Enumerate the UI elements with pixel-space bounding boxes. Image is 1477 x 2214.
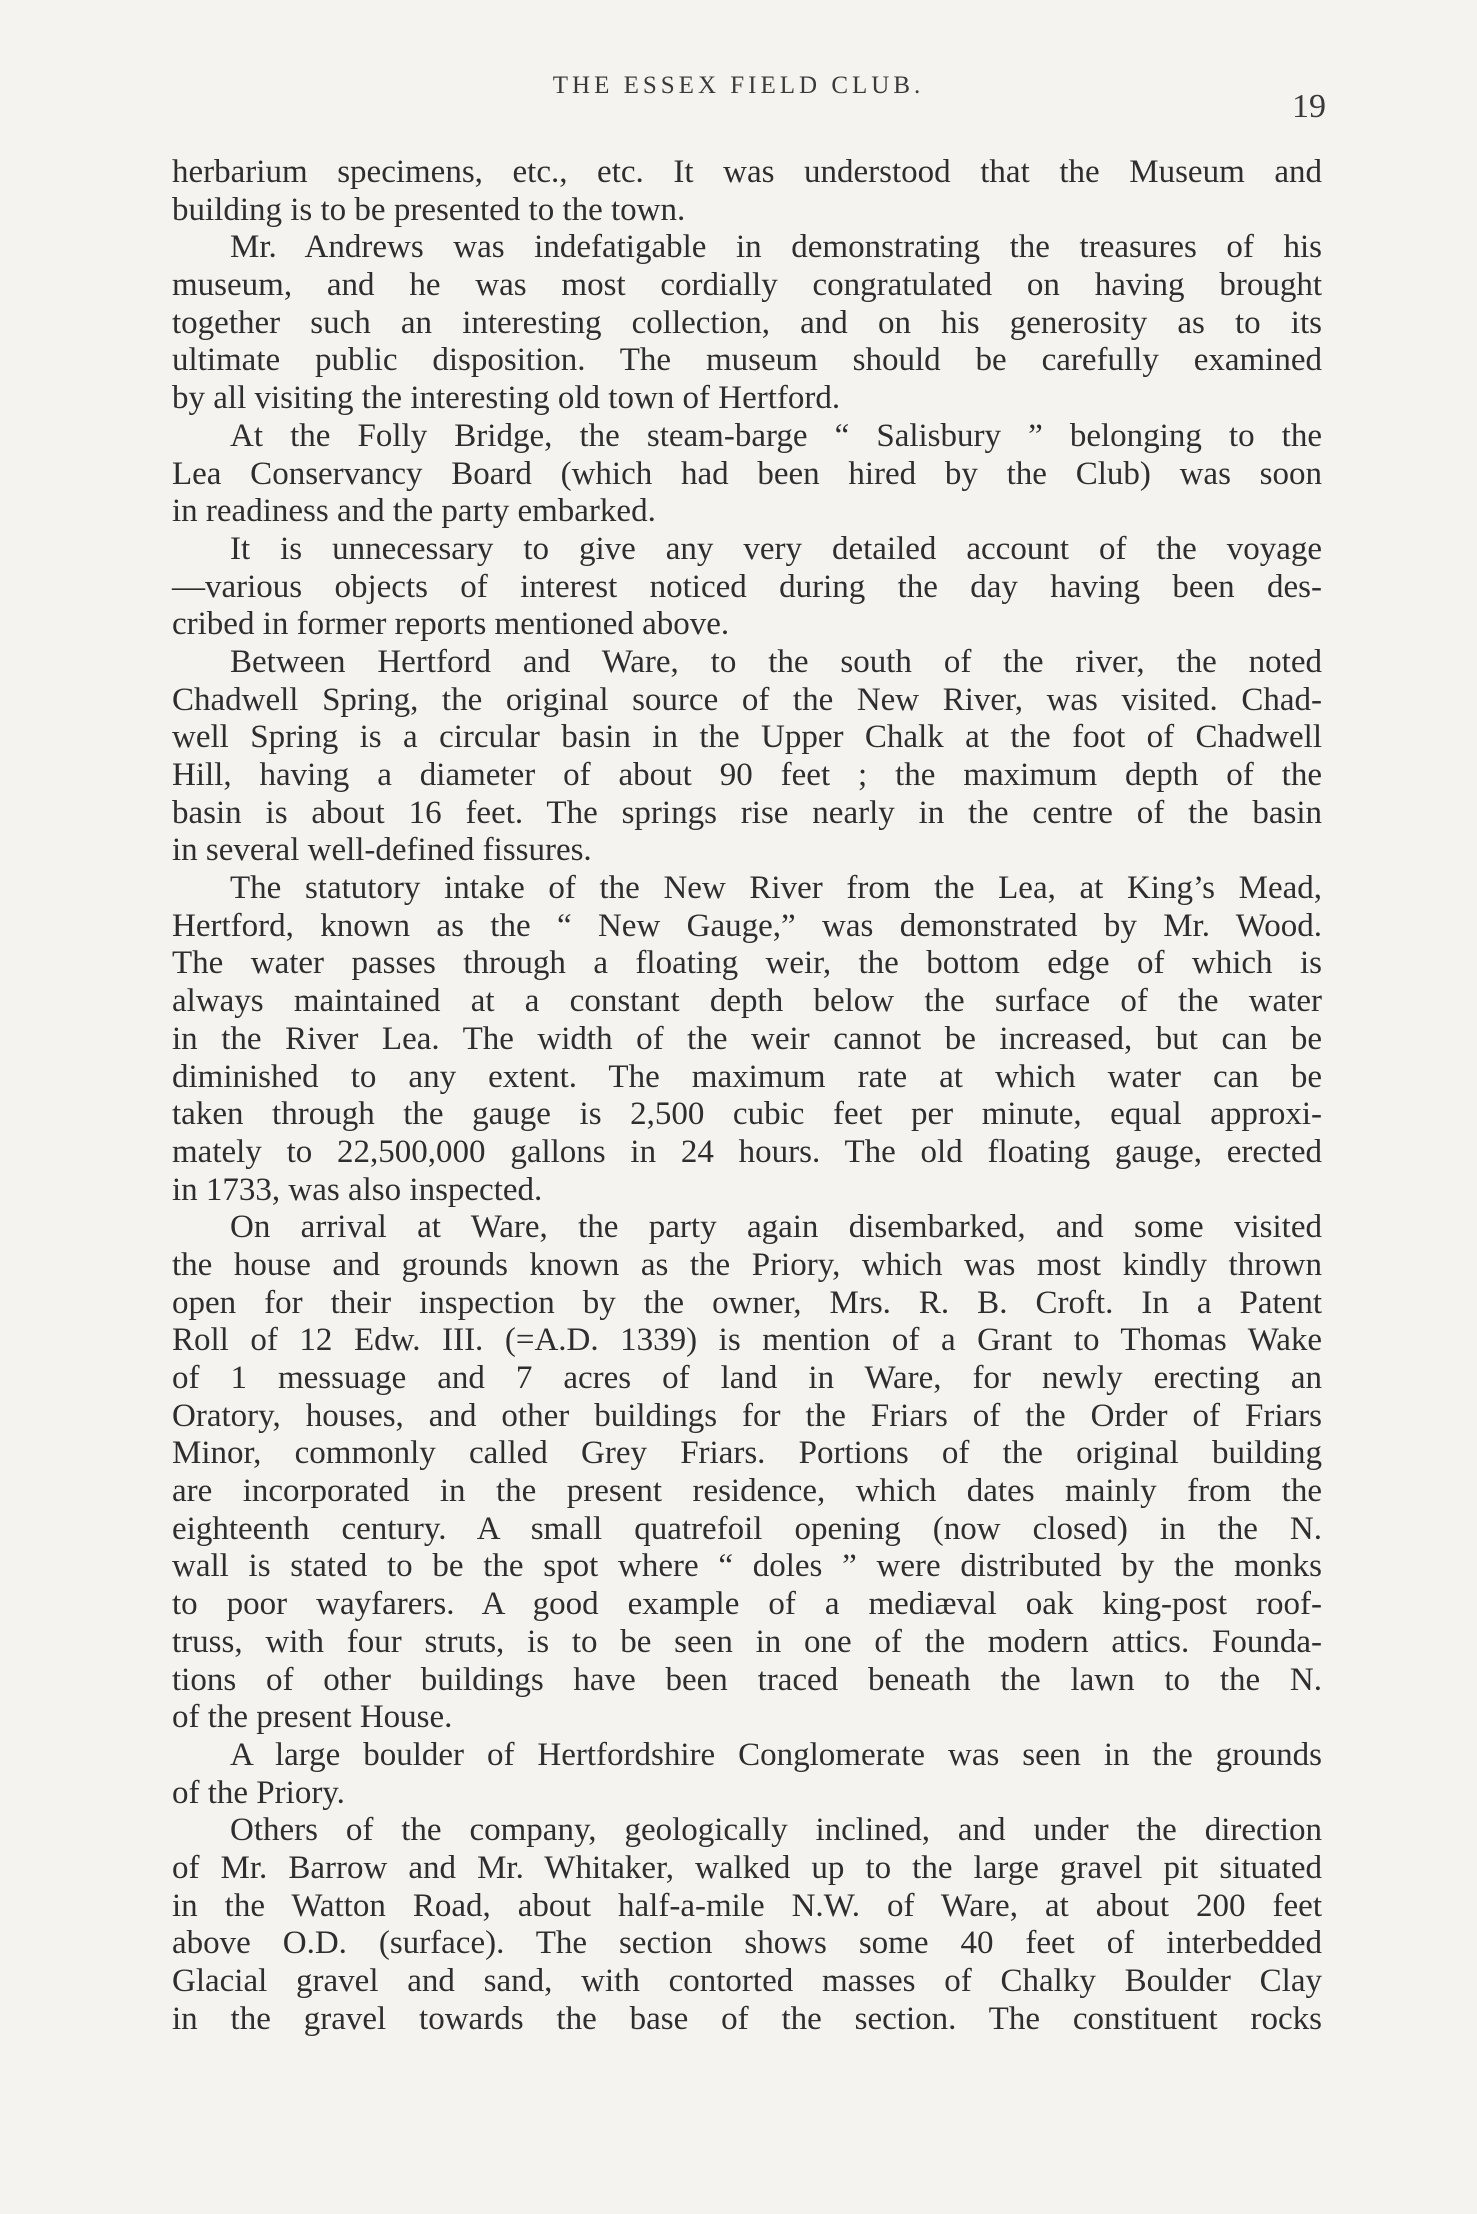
text-line: Roll of 12 Edw. III. (=A.D. 1339) is mention of a Grant to Thomas Wake [172, 1322, 1322, 1359]
text-line: wall is stated to be the spot where “ doles ” were distributed by the monks [172, 1548, 1322, 1585]
text-line: truss, with four struts, is to be seen in one of the modern attics. Founda- [172, 1623, 1322, 1660]
text-line: to poor wayfarers. A good example of a mediæval oak king-post roof- [172, 1586, 1322, 1623]
text-line: basin is about 16 feet. The springs rise nearly in the centre of the basin [172, 794, 1322, 831]
paragraph [172, 154, 1322, 229]
text-line: building is to be presented to the town. [172, 191, 686, 228]
page-number: 19 [1292, 88, 1326, 125]
text-line: together such an interesting collection, and on his generosity as to its [172, 304, 1322, 341]
text-line: by all visiting the interesting old town of Hertford. [172, 380, 841, 417]
text-line: Chadwell Spring, the original source of the New River, was visited. Chad- [172, 681, 1322, 718]
text-line: in 1733, was also inspected. [172, 1171, 543, 1208]
text-line: of Mr. Barrow and Mr. Whitaker, walked up to the large gravel pit situated [172, 1849, 1322, 1886]
text-line: the house and grounds known as the Priory, which was most kindly thrown [172, 1246, 1322, 1283]
text-line: Hill, having a diameter of about 90 feet ; the maximum depth of the [172, 757, 1322, 793]
text-line: open for their inspection by the owner, Mrs. R. B. Croft. In a Patent [172, 1284, 1322, 1321]
text-line: —various objects of interest noticed during the day having been des- [172, 568, 1322, 605]
text-line: in readiness and the party embarked. [172, 493, 656, 530]
text-line: Minor, commonly called Grey Friars. Portions of the original building [172, 1435, 1322, 1472]
paragraph [172, 229, 1322, 417]
text-line: Glacial gravel and sand, with contorted masses of Chalky Boulder Clay [172, 1963, 1322, 1999]
text-line: The statutory intake of the New River from the Lea, at King’s Mead, [230, 870, 1322, 907]
paragraph [172, 644, 1322, 870]
text-line: Mr. Andrews was indefatigable in demonstrating the treasures of his [230, 229, 1322, 266]
text-line: Lea Conservancy Board (which had been hired by the Club) was soon [172, 455, 1322, 492]
paragraph [172, 1812, 1322, 2038]
text-line: A large boulder of Hertfordshire Conglomerate was seen in the grounds [230, 1736, 1322, 1773]
paragraph [172, 418, 1322, 531]
text-line: It is unnecessary to give any very detailed account of the voyage [230, 530, 1322, 567]
text-line: in the Watton Road, about half-a-mile N.W. of Ware, at about 200 feet [172, 1887, 1322, 1924]
text-line: The water passes through a floating weir, the bottom edge of which is [172, 945, 1322, 982]
text-line: taken through the gauge is 2,500 cubic feet per minute, equal approxi- [172, 1096, 1322, 1133]
text-line: of 1 messuage and 7 acres of land in Ware, for newly erecting an [172, 1360, 1322, 1396]
text-line: mately to 22,500,000 gallons in 24 hours. The old floating gauge, erected [172, 1133, 1322, 1170]
text-line: always maintained at a constant depth below the surface of the water [172, 983, 1322, 1020]
text-line: above O.D. (surface). The section shows some 40 feet of interbedded [172, 1925, 1322, 1962]
text-line: herbarium specimens, etc., etc. It was understood that the Museum and [172, 154, 1322, 190]
text-line: Hertford, known as the “ New Gauge,” was demonstrated by Mr. Wood. [172, 907, 1322, 944]
text-line: cribed in former reports mentioned above. [172, 606, 730, 643]
text-line: Between Hertford and Ware, to the south of the river, the noted [230, 643, 1322, 680]
text-line: in several well-defined fissures. [172, 832, 592, 869]
text-line: eighteenth century. A small quatrefoil opening (now closed) in the N. [172, 1510, 1322, 1547]
paragraph [172, 870, 1322, 1209]
text-line: Others of the company, geologically inclined, and under the direction [230, 1812, 1322, 1849]
text-line: tions of other buildings have been traced beneath the lawn to the N. [172, 1661, 1322, 1698]
paragraph [172, 1737, 1322, 1812]
running-title: THE ESSEX FIELD CLUB. [552, 72, 925, 99]
text-line: ultimate public disposition. The museum should be carefully examined [172, 342, 1322, 379]
text-line: At the Folly Bridge, the steam-barge “ Salisbury ” belonging to the [230, 417, 1322, 454]
text-line: On arrival at Ware, the party again disembarked, and some visited [230, 1209, 1322, 1246]
text-line: of the Priory. [172, 1774, 345, 1811]
paragraph [172, 1209, 1322, 1737]
text-line: in the River Lea. The width of the weir cannot be increased, but can be [172, 1020, 1322, 1057]
text-line: of the present House. [172, 1699, 453, 1736]
text-line: museum, and he was most cordially congratulated on having brought [172, 267, 1322, 304]
paragraph [172, 531, 1322, 644]
text-line: diminished to any extent. The maximum rate at which water can be [172, 1058, 1322, 1095]
text-line: are incorporated in the present residence, which dates mainly from the [172, 1473, 1322, 1510]
text-line: Oratory, houses, and other buildings for the Friars of the Order of Friars [172, 1397, 1322, 1434]
text-line: well Spring is a circular basin in the Upper Chalk at the foot of Chadwell [172, 719, 1322, 756]
text-line: in the gravel towards the base of the section. The constituent rocks [172, 2000, 1322, 2037]
body-text [172, 154, 1322, 2038]
